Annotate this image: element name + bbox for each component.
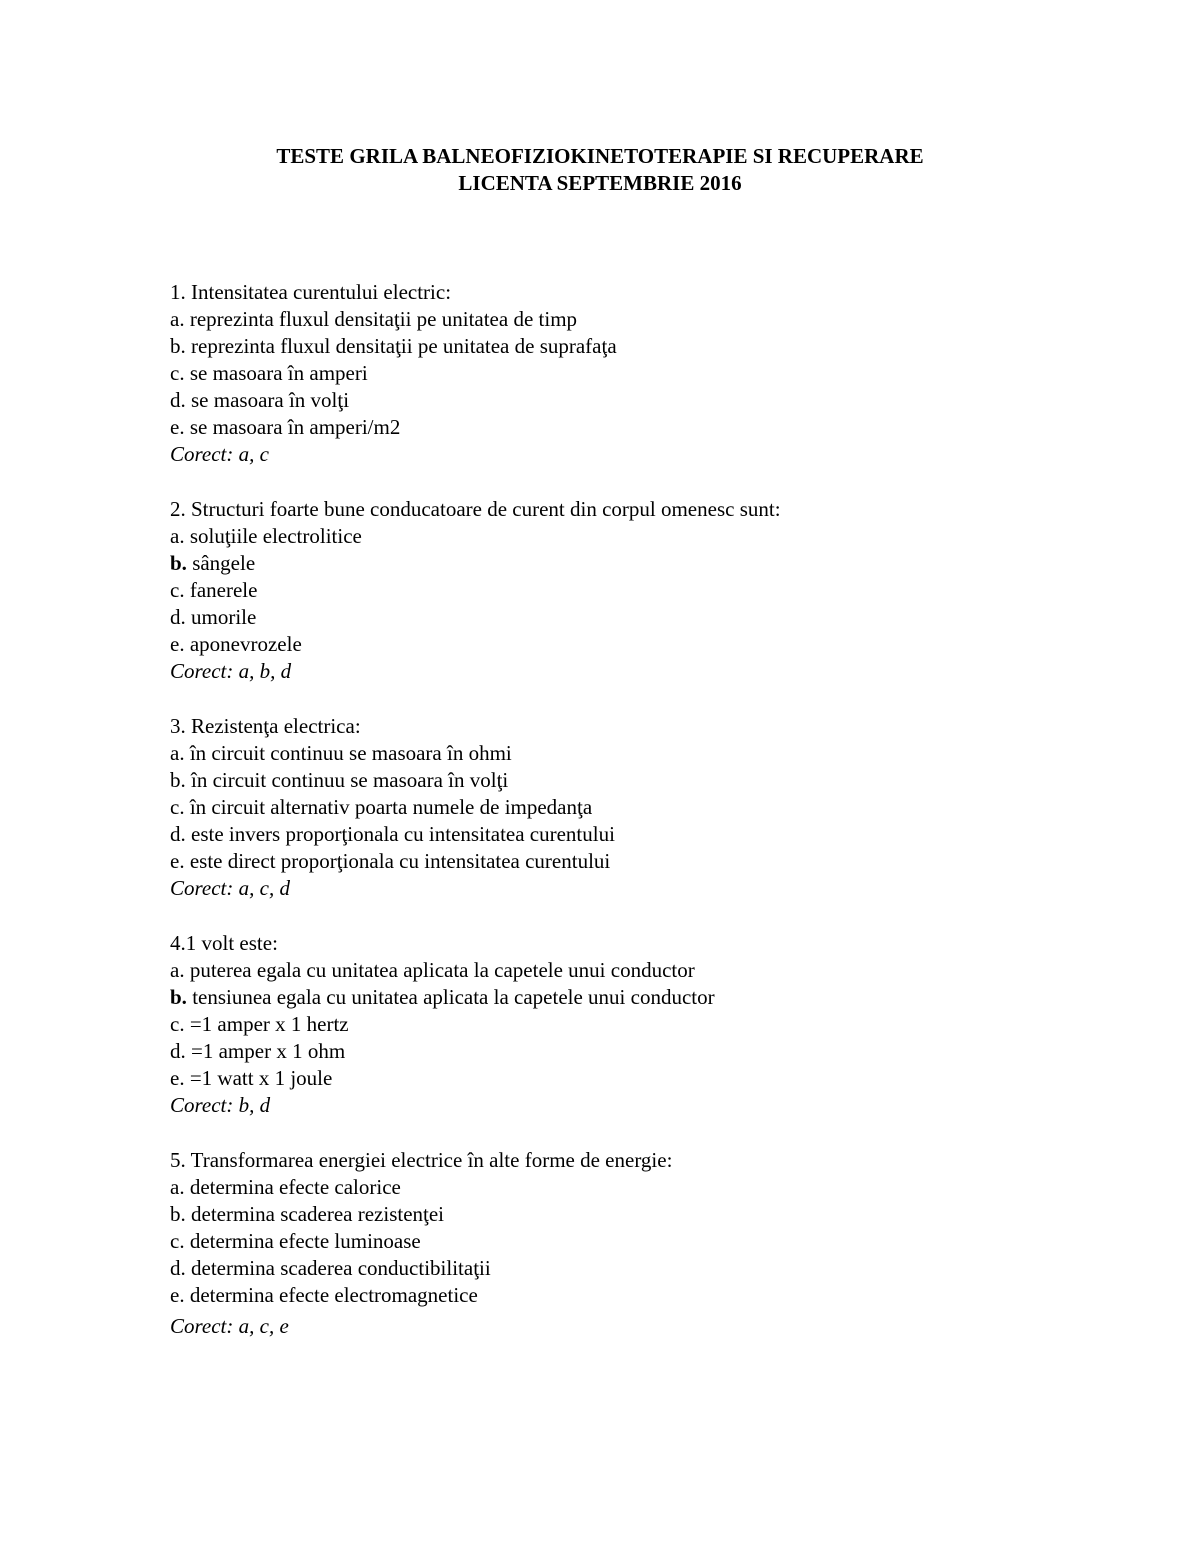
option-b	[170, 984, 1130, 1011]
option-letter: c.	[170, 1012, 185, 1036]
option-letter: d.	[170, 1039, 186, 1063]
option-text: tensiunea egala cu unitatea aplicata la capetele unui conductor	[186, 985, 715, 1009]
option-b	[170, 550, 1130, 577]
question-stem: 5. Transformarea energiei electrice în alte forme de energie:	[170, 1148, 673, 1172]
option-e	[170, 414, 1130, 441]
option-text: =1 amper x 1 ohm	[185, 1039, 346, 1063]
option-text: aponevrozele	[184, 632, 302, 656]
option-letter: b.	[170, 1202, 186, 1226]
option-text: puterea egala cu unitatea aplicata la capetele unui conductor	[184, 958, 695, 982]
option-letter: b.	[170, 551, 187, 575]
option-a	[170, 957, 1130, 984]
correct-answer: Corect: b, d	[170, 1093, 271, 1117]
option-e	[170, 631, 1130, 658]
option-text: determina scaderea conductibilitaţii	[185, 1256, 491, 1280]
option-letter: c.	[170, 578, 185, 602]
option-a	[170, 740, 1130, 767]
option-letter: e.	[170, 415, 185, 439]
option-letter: b.	[170, 334, 186, 358]
option-letter: b.	[170, 768, 186, 792]
option-c	[170, 794, 1130, 821]
option-letter: c.	[170, 361, 185, 385]
option-e	[170, 848, 1130, 875]
option-d	[170, 821, 1130, 848]
option-letter: d.	[170, 1256, 186, 1280]
document-title: TESTE GRILA BALNEOFIZIOKINETOTERAPIE SI RECUPERARE	[276, 144, 924, 168]
option-letter: e.	[170, 849, 185, 873]
option-text: reprezinta fluxul densitaţii pe unitatea de suprafaţa	[185, 334, 617, 358]
option-text: fanerele	[184, 578, 258, 602]
question-1	[170, 279, 1130, 468]
question-stem: 3. Rezistenţa electrica:	[170, 714, 361, 738]
document-header	[0, 143, 1200, 197]
document-subtitle: LICENTA SEPTEMBRIE 2016	[458, 171, 742, 195]
option-letter: a.	[170, 741, 185, 765]
question-2	[170, 496, 1130, 685]
option-c	[170, 360, 1130, 387]
option-d	[170, 604, 1130, 631]
option-text: sângele	[186, 551, 256, 575]
option-letter: c.	[170, 795, 185, 819]
option-letter: a.	[170, 958, 185, 982]
option-text: se masoara în volţi	[185, 388, 350, 412]
option-a	[170, 523, 1130, 550]
option-text: se masoara în amperi	[184, 361, 368, 385]
option-b	[170, 333, 1130, 360]
question-3	[170, 713, 1130, 902]
question-stem: 1. Intensitatea curentului electric:	[170, 280, 452, 304]
option-letter: d.	[170, 822, 186, 846]
option-letter: e.	[170, 632, 185, 656]
option-text: reprezinta fluxul densitaţii pe unitatea de timp	[184, 307, 578, 331]
option-text: soluţiile electrolitice	[184, 524, 362, 548]
option-letter: a.	[170, 307, 185, 331]
option-letter: c.	[170, 1229, 185, 1253]
option-letter: d.	[170, 605, 186, 629]
option-a	[170, 1174, 1130, 1201]
option-text: în circuit continuu se masoara în ohmi	[184, 741, 512, 765]
question-4	[170, 930, 1130, 1119]
question-stem: 2. Structuri foarte bune conducatoare de curent din corpul omenesc sunt:	[170, 497, 781, 521]
correct-answer: Corect: a, b, d	[170, 659, 292, 683]
option-letter: a.	[170, 524, 185, 548]
option-b	[170, 767, 1130, 794]
question-5	[170, 1147, 1130, 1340]
option-e	[170, 1282, 1130, 1309]
option-text: se masoara în amperi/m2	[184, 415, 401, 439]
option-letter: d.	[170, 388, 186, 412]
option-e	[170, 1065, 1130, 1092]
option-text: umorile	[185, 605, 257, 629]
option-text: este direct proporţionala cu intensitatea curentului	[184, 849, 611, 873]
option-text: =1 amper x 1 hertz	[184, 1012, 349, 1036]
option-b	[170, 1201, 1130, 1228]
option-d	[170, 1038, 1130, 1065]
option-letter: e.	[170, 1066, 185, 1090]
correct-answer: Corect: a, c, d	[170, 876, 290, 900]
option-text: =1 watt x 1 joule	[184, 1066, 333, 1090]
option-text: este invers proporţionala cu intensitatea curentului	[185, 822, 615, 846]
option-text: în circuit continuu se masoara în volţi	[185, 768, 509, 792]
question-stem: 4.1 volt este:	[170, 931, 278, 955]
correct-answer: Corect: a, c, e	[170, 1314, 289, 1338]
question-list	[170, 279, 1130, 1368]
correct-answer: Corect: a, c	[170, 442, 269, 466]
option-a	[170, 306, 1130, 333]
option-c	[170, 577, 1130, 604]
option-d	[170, 1255, 1130, 1282]
option-text: determina efecte luminoase	[184, 1229, 421, 1253]
option-text: determina efecte electromagnetice	[184, 1283, 478, 1307]
option-text: în circuit alternativ poarta numele de impedanţa	[184, 795, 593, 819]
option-letter: a.	[170, 1175, 185, 1199]
option-letter: b.	[170, 985, 187, 1009]
option-letter: e.	[170, 1283, 185, 1307]
option-c	[170, 1228, 1130, 1255]
option-text: determina scaderea rezistenţei	[185, 1202, 445, 1226]
option-text: determina efecte calorice	[184, 1175, 401, 1199]
option-c	[170, 1011, 1130, 1038]
option-d	[170, 387, 1130, 414]
